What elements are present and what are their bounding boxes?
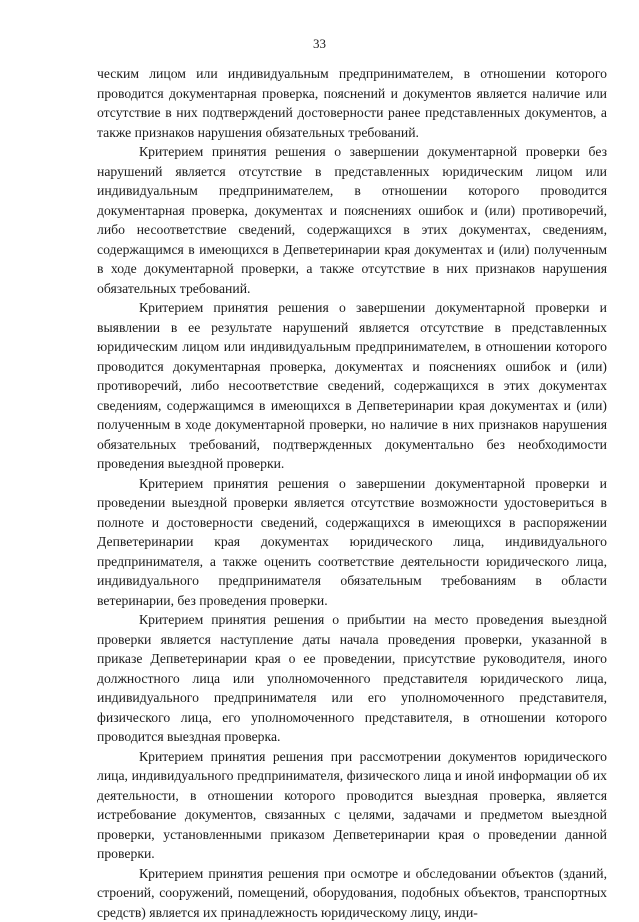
- paragraph: Критерием принятия решения о прибытии на место проведения выездной проверки является наступление даты начала проведения проверки, указанной в приказе Депветеринарии края о ее проведении, присутствие руководителя, иного должностного лица или уполномоченного представителя юридического лица, индивидуального предпринимателя или его уполномоченного представителя, физического лица, его уполномоченного представителя, в отношении которого проводится выездная проверка.: [97, 610, 607, 747]
- page-number: 33: [0, 36, 639, 52]
- paragraph: Критерием принятия решения о завершении документарной проверки и проведении выездной проверки является отсутствие возможности удостовериться в полноте и достоверности сведений, содержащихся в имеющихся в распоряжении Депветеринарии края документах юридического лица, индивидуального предпринимателя, а также оценить соответствие деятельности юридического лица, индивидуального предпринимателя обязательным требованиям в области ветеринарии, без проведения проверки.: [97, 474, 607, 611]
- paragraph: Критерием принятия решения при рассмотрении документов юридического лица, индивидуального предпринимателя, физического лица и иной информации об их деятельности, в отношении которого проводится выездная проверка, является истребование документов, связанных с целями, задачами и предметом выездной проверки, установленными приказом Депветеринарии края о проведении данной проверки.: [97, 747, 607, 864]
- document-body: [97, 64, 607, 922]
- paragraph: Критерием принятия решения о завершении документарной проверки и выявлении в ее результате нарушений является отсутствие в представленных юридическим лицом или индивидуальным предпринимателем, в отношении которого проводится документарная проверка, документах и пояснениях ошибок и (или) противоречий, либо несоответствие сведений, содержащихся в этих документах сведениям, содержащимся в имеющихся в Депветеринарии края документах и (или) полученным в ходе документарной проверки, но наличие в них признаков нарушения обязательных требований, подтвержденных документально без необходимости проведения выездной проверки.: [97, 298, 607, 474]
- paragraph: Критерием принятия решения о завершении документарной проверки без нарушений является отсутствие в представленных юридическим лицом или индивидуальным предпринимателем, в отношении которого проводится документарная проверка, документах и пояснениях ошибок и (или) противоречий, либо несоответствие сведений, содержащихся в этих документах, сведениям, содержащимся в имеющихся в Депветеринарии края документах и (или) полученным в ходе документарной проверки, а также отсутствие в них признаков нарушения обязательных требований.: [97, 142, 607, 298]
- paragraph: Критерием принятия решения при осмотре и обследовании объектов (зданий, строений, сооружений, помещений, оборудования, подобных объектов, транспортных средств) является их принадлежность юридическому лицу, инди-: [97, 864, 607, 922]
- paragraph: ческим лицом или индивидуальным предпринимателем, в отношении которого проводится документарная проверка, пояснений и документов является наличие или отсутствие в них подтверждений достоверности ранее представленных документов, а также признаков нарушения обязательных требований.: [97, 64, 607, 142]
